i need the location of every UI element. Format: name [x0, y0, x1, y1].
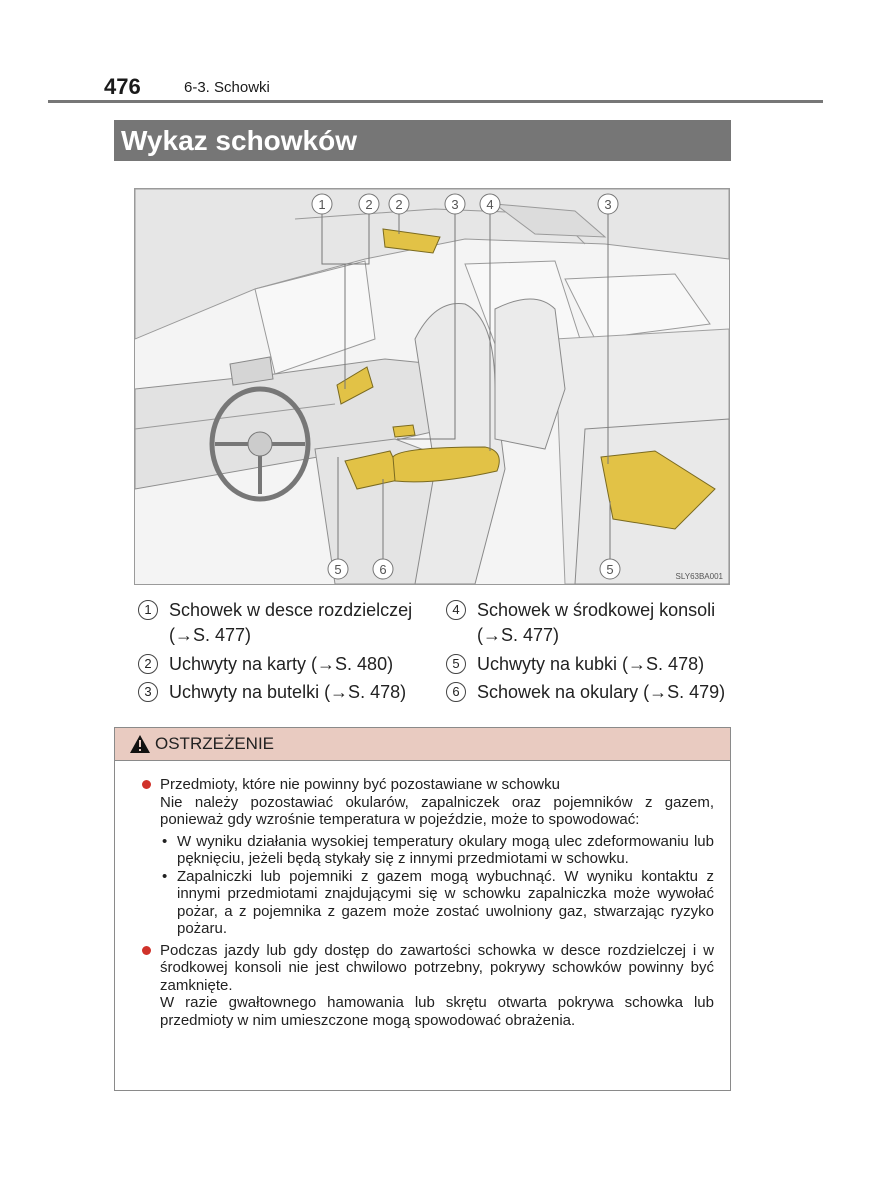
sub-bullet-icon: • [162, 832, 168, 850]
legend-number: 6 [446, 682, 466, 702]
header-rule [48, 100, 823, 103]
callout-4 [480, 194, 500, 214]
legend-ref: (→S. 477) [477, 625, 560, 645]
callout-2b [389, 194, 409, 214]
legend-item-1 [138, 598, 428, 648]
callout-3a [445, 194, 465, 214]
legend-text: Schowek w desce rozdzielczej [169, 600, 413, 620]
figure-code: SLY63BA001 [675, 572, 723, 581]
warning-subitem-2: • Zapalniczki lub pojemniki z gazem mogą wybuchnąć. W wyniku kontaktu z innymi przedmiotami znajdującymi się w schowku zapalniczka może wywołać pożar, a z pojemnika z gazem może zostać uwolniony gaz, stwarzając ryzyko pożaru. [162, 867, 714, 937]
warning-header [115, 728, 730, 761]
legend-item-2 [138, 652, 393, 677]
legend-number: 4 [446, 600, 466, 620]
svg-text:5: 5 [334, 562, 342, 577]
warning-title: OSTRZEŻENIE [155, 734, 275, 753]
svg-text:4: 4 [486, 197, 494, 212]
legend-text: Uchwyty na karty (→S. 480) [169, 654, 394, 674]
legend-item-3 [138, 680, 406, 705]
legend-number: 3 [138, 682, 158, 702]
interior-illustration [134, 188, 730, 585]
legend-item-5 [446, 652, 704, 677]
car-interior-drawing [135, 189, 729, 584]
section-reference: 6-3. Schowki [184, 79, 270, 96]
svg-text:5: 5 [606, 562, 614, 577]
warning-item-1 [142, 776, 714, 829]
callout-2a [359, 194, 379, 214]
page-title: Wykaz schowków [114, 120, 731, 161]
callout-5b [600, 559, 620, 579]
legend-item-6 [446, 680, 725, 705]
svg-text:6: 6 [379, 562, 387, 577]
red-bullet-icon [142, 780, 151, 789]
warning-body [115, 761, 730, 1029]
callout-6 [373, 559, 393, 579]
legend-text: Schowek w środkowej konsoli [477, 600, 716, 620]
callout-5a [328, 559, 348, 579]
svg-text:2: 2 [365, 197, 373, 212]
warning-box [114, 727, 731, 1091]
warning-lead: Przedmioty, które nie powinny być pozostawiane w schowku [160, 776, 560, 793]
svg-text:3: 3 [604, 197, 612, 212]
warning-triangle-icon [129, 734, 151, 754]
callout-3b [598, 194, 618, 214]
warning-lead: Podczas jazdy lub gdy dostęp do zawartości schowka w desce rozdzielczej i w środkowej konsoli nie jest chwilowo potrzebny, pokrywy schowków powinny być zamknięte. [160, 941, 714, 994]
legend-ref: (→S. 477) [169, 625, 252, 645]
page-number: 476 [104, 74, 141, 99]
legend-text: Uchwyty na butelki (→S. 478) [169, 682, 407, 702]
callout-1 [312, 194, 332, 214]
sub-bullet-icon: • [162, 867, 168, 885]
warning-paragraph: W razie gwałtownego hamowania lub skrętu otwarta pokrywa schowka lub przedmioty w nim umieszczone mogą spowodować obrażenia. [160, 994, 714, 1029]
svg-text:2: 2 [395, 197, 403, 212]
legend-number: 1 [138, 600, 158, 620]
legend-number: 2 [138, 654, 158, 674]
warning-item-2 [142, 942, 714, 1030]
legend-text: Uchwyty na kubki (→S. 478) [477, 654, 705, 674]
legend-text: Schowek na okulary (→S. 479) [477, 682, 726, 702]
red-bullet-icon [142, 946, 151, 955]
warning-subitem-1: • W wyniku działania wysokiej temperatury okulary mogą ulec zdeformowaniu lub pęknięciu, jeżeli będą stykały się z innymi przedmiotami w schowku. [162, 832, 714, 867]
legend-item-4 [446, 598, 736, 648]
warning-paragraph: Nie należy pozostawiać okularów, zapalniczek oraz pojemników z gazem, ponieważ gdy wzrośnie temperatura w pojeździe, może to spowodować: [160, 793, 714, 828]
legend-number: 5 [446, 654, 466, 674]
svg-text:3: 3 [451, 197, 459, 212]
svg-text:1: 1 [318, 197, 326, 212]
